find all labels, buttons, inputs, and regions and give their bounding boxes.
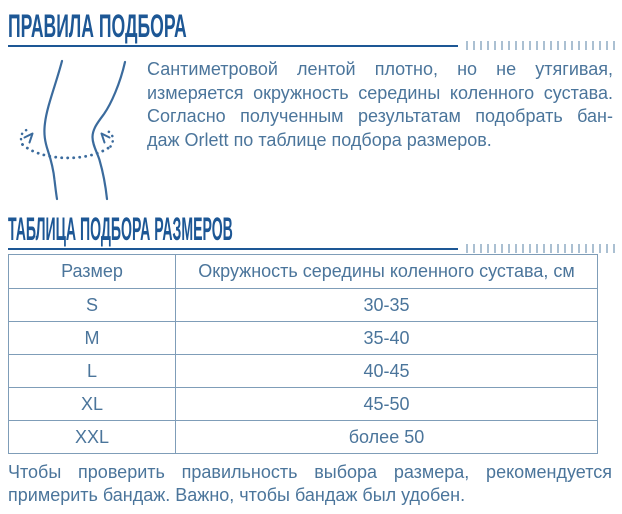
range-cell: более 50 <box>176 421 598 454</box>
paragraph-line: Сантиметровой лентой плотно, но не утягивая, <box>147 59 613 79</box>
section-size-table <box>8 211 622 507</box>
rules-content <box>8 58 622 204</box>
table-row <box>9 421 598 454</box>
title-rule-line <box>8 248 458 250</box>
paragraph-line: Согласно полученным результатам подобрать бан- <box>147 106 613 126</box>
table-row <box>9 322 598 355</box>
tick-marks-decoration <box>466 41 620 50</box>
size-selection-table <box>8 254 598 454</box>
title-rule-line <box>8 45 458 47</box>
knee-measurement-illustration <box>8 58 140 204</box>
range-cell: 40-45 <box>176 355 598 388</box>
range-cell: 45-50 <box>176 388 598 421</box>
table-row <box>9 388 598 421</box>
table-header-row <box>9 255 598 289</box>
size-cell: XXL <box>9 421 176 454</box>
right-arrow-icon <box>102 134 110 143</box>
measurement-instructions <box>147 58 613 204</box>
tick-marks-decoration <box>466 244 620 253</box>
section-rules <box>8 8 622 204</box>
fitting-note <box>8 461 612 507</box>
note-line: примерить бандаж. Важно, чтобы бандаж был удобен. <box>8 485 466 505</box>
size-cell: M <box>9 322 176 355</box>
column-header-circumference: Окружность середины коленного сустава, см <box>176 255 598 289</box>
section-title-size-table: ТАБЛИЦА ПОДБОРА РАЗМЕРОВ <box>8 211 233 247</box>
column-header-size: Размер <box>9 255 176 289</box>
note-line: Чтобы проверить правильность выбора размера, рекомендуется <box>8 462 612 482</box>
table-row <box>9 289 598 322</box>
size-cell: S <box>9 289 176 322</box>
table-row <box>9 355 598 388</box>
range-cell: 30-35 <box>176 289 598 322</box>
range-cell: 35-40 <box>176 322 598 355</box>
paragraph-line: измеряется окружность середины коленного сустава. <box>147 82 613 103</box>
size-cell: L <box>9 355 176 388</box>
section-title-rules: ПРАВИЛА ПОДБОРА <box>8 8 187 44</box>
paragraph-line: даж Orlett по таблице подбора размеров. <box>147 129 492 150</box>
size-cell: XL <box>9 388 176 421</box>
left-arrow-icon <box>25 134 33 143</box>
